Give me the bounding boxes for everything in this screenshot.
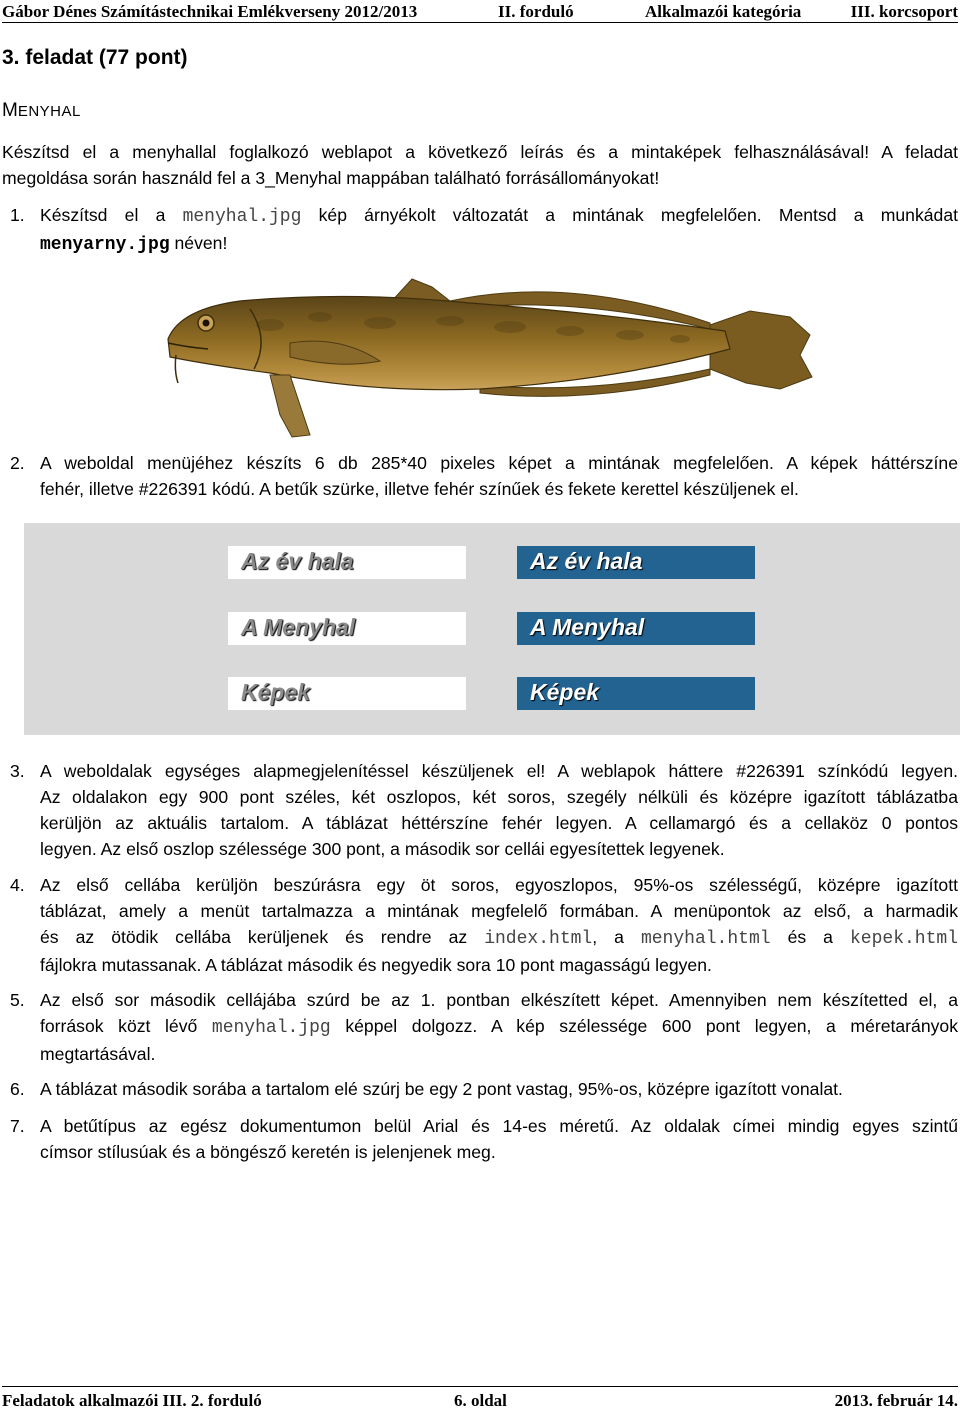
item-line: táblázat, amely a menüt tartalmazza a mintának megfelelő formában. A menüpontok az első, a harmadik (40, 901, 958, 921)
header-category: Alkalmazói kategória (645, 2, 802, 21)
filename: index.html (484, 929, 593, 949)
item-number: 3. (10, 761, 25, 781)
menu-sample-blue-1: Az év hala (517, 546, 755, 579)
footer-page-number: 6. oldal (454, 1391, 507, 1410)
page-header (2, 0, 958, 23)
intro-line: Készítsd el a menyhallal foglalkozó weblapot a következő leírás és a mintaképek felhasználásával! A feladat (2, 142, 958, 162)
task-title: 3. feladat (77 pont) (2, 46, 188, 69)
item-number: 7. (10, 1116, 25, 1136)
item-number: 5. (10, 990, 25, 1010)
header-round: II. forduló (498, 2, 574, 21)
item-line: fájlokra mutassanak. A táblázat második és negyedik sora 10 pont magasságú legyen. (40, 955, 712, 975)
item-line: A weboldalak egységes alapmegjelenítéssel készüljenek el! A weblapok háttere #226391 színkódú legyen. (40, 761, 958, 781)
filename: menyhal.jpg (211, 1018, 331, 1038)
text: Készítsd el a (40, 205, 183, 225)
item-5 (40, 987, 958, 1067)
item-number: 6. (10, 1079, 25, 1099)
menu-sample-white-3: Képek (228, 677, 466, 710)
item-line: A weboldal menüjéhez készíts 6 db 285*40 pixeles képet a mintának megfelelően. A képek háttérszíne (40, 453, 958, 473)
text: néven! (169, 233, 228, 253)
item-line: Az első sor második cellájába szúrd be az 1. pontban elkészített képet. Amennyiben nem készítetted el, a (40, 990, 958, 1010)
item-line: fehér, illetve #226391 kódú. A betűk szürke, illetve fehér színűek és fekete kerettel készüljenek el. (40, 479, 799, 499)
menu-sample-panel (24, 523, 960, 735)
text: kép árnyékolt változatát a mintának megfelelően. Mentsd a munkádat (301, 205, 958, 225)
burbot-fish-icon (150, 265, 820, 445)
header-competition: Gábor Dénes Számítástechnikai Emlékverseny 2012/2013 (2, 2, 418, 21)
text: , a (592, 927, 641, 947)
item-1 (40, 202, 958, 258)
menu-sample-white-2: A Menyhal (228, 612, 466, 645)
text: és a (770, 927, 850, 947)
filename: menyarny.jpg (40, 235, 170, 255)
intro-line: megoldása során használd fel a 3_Menyhal mappában található forrásállományokat! (2, 168, 660, 188)
text: források közt lévő (40, 1016, 212, 1036)
item-line: Az oldalakon egy 900 pont széles, két oszlopos, két soros, szegély nélküli és középre igazított táblázatba (40, 787, 958, 807)
item-number: 1. (10, 205, 25, 225)
text: és az ötödik cellába kerüljenek és rendre az (40, 927, 485, 947)
filename: kepek.html (849, 929, 959, 949)
footer-date: 2013. február 14. (834, 1391, 958, 1410)
item-4 (40, 872, 958, 978)
header-group: III. korcsoport (850, 2, 958, 21)
text: képpel dolgozz. A kép szélessége 600 pont legyen, a méretarányok (330, 1016, 958, 1036)
item-3 (40, 758, 958, 862)
menu-sample-blue-2: A Menyhal (517, 612, 755, 645)
item-number: 2. (10, 453, 25, 473)
item-line: megtartásával. (40, 1044, 156, 1064)
footer-title: Feladatok alkalmazói III. 2. forduló (2, 1391, 262, 1410)
item-line: legyen. Az első oszlop szélessége 300 pont, a második sor cellái egyesítettek legyenek. (40, 839, 725, 859)
page-footer (2, 1386, 958, 1409)
item-line: A táblázat második sorába a tartalom elé szúrj be egy 2 pont vastag, 95%-os, középre igazított vonalat. (40, 1079, 843, 1099)
task-intro (2, 139, 958, 191)
item-2 (40, 450, 958, 502)
section-title-initial: M (2, 100, 18, 121)
menu-sample-white-1: Az év hala (228, 546, 466, 579)
item-line: címsor stílusúak és a böngésző keretén is jelenjenek meg. (40, 1142, 496, 1162)
item-7 (40, 1113, 958, 1165)
item-line: kerüljön az aktuális tartalom. A táblázat héttérszíne fehér legyen. A cellamargó és a cellaköz 0 pontos (40, 813, 958, 833)
item-6 (40, 1076, 958, 1102)
item-line (40, 230, 958, 258)
menu-sample-blue-3: Képek (517, 677, 755, 710)
item-line (40, 1013, 958, 1041)
section-title-rest: ENYHAL (17, 103, 81, 120)
filename: menyhal.html (640, 929, 771, 949)
section-title (2, 100, 81, 122)
item-number: 4. (10, 875, 25, 895)
item-line (40, 202, 958, 230)
item-line: Az első cellába kerüljön beszúrásra egy öt soros, egyoszlopos, 95%-os szélességű, középre igazított (40, 875, 958, 895)
item-line: A betűtípus az egész dokumentumon belül Arial és 14-es méretű. Az oldalak címei mindig egyes szintű (40, 1116, 958, 1136)
item-line (40, 924, 958, 952)
filename: menyhal.jpg (182, 207, 302, 227)
